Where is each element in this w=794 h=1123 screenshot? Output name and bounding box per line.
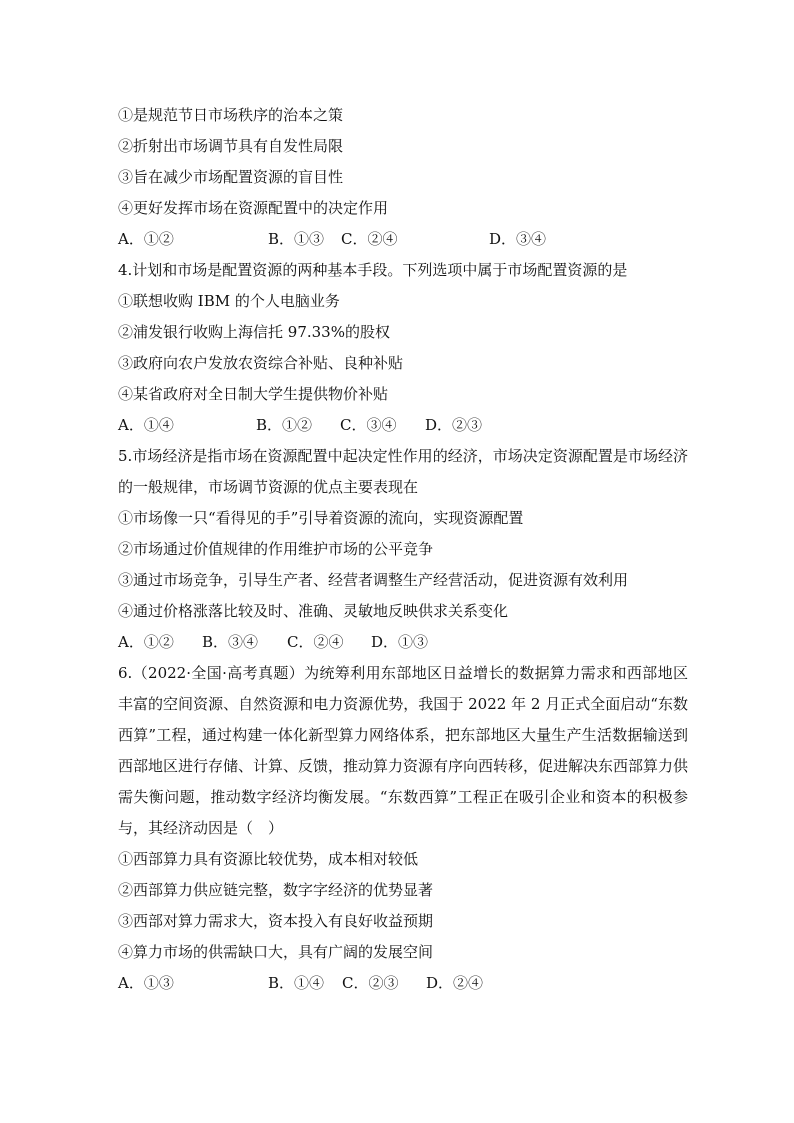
q6-options	[118, 968, 688, 999]
q5-option-a: A．①②	[118, 633, 174, 651]
q4-option-a: A．①④	[118, 416, 174, 434]
q3-item-3: ③旨在减少市场配置资源的盲目性	[118, 168, 344, 186]
q4-stem: 4.计划和市场是配置资源的两种基本手段。下列选项中属于市场配置资源的是	[118, 261, 628, 279]
question-3	[118, 100, 688, 255]
q5-item-2: ②市场通过价值规律的作用维护市场的公平竞争	[118, 540, 434, 558]
q4-option-c: C．③④	[340, 416, 397, 434]
q6-item-4: ④算力市场的供需缺口大，具有广阔的发展空间	[118, 943, 434, 961]
question-5	[118, 441, 688, 658]
q3-option-b: B．①③	[268, 230, 325, 248]
q6-option-d: D．②④	[426, 974, 484, 992]
q3-option-d: D．③④	[489, 230, 547, 248]
q3-options	[118, 224, 688, 255]
question-4	[118, 255, 688, 441]
q5-option-b: B．③④	[202, 633, 259, 651]
q3-option-c: C．②④	[341, 230, 398, 248]
q6-option-b: B．①④	[268, 974, 325, 992]
q6-item-3: ③西部对算力需求大，资本投入有良好收益预期	[118, 912, 434, 930]
q5-options	[118, 627, 688, 658]
q6-stem: 6.（2022·全国·高考真题）为统筹利用东部地区日益增长的数据算力需求和西部地区丰富的空间资源、自然资源和电力资源优势，我国于 2022 年 2 月正式全面启动“东数西算”工程，通过构建一体化新型算力网络体系，把东部地区大量生产生活数据输送到西部地区进行存储、计算、反馈，推动算力资源有序向西转移，促进解决东西部算力供需失衡问题，推动数字经济均衡发展。“东数西算”工程正在吸引企业和资本的积极参与，其经济动因是（ ）	[118, 664, 689, 837]
q4-item-3: ③政府向农户发放农资综合补贴、良种补贴	[118, 354, 404, 372]
q4-option-d: D．②③	[425, 416, 483, 434]
q5-item-3: ③通过市场竞争，引导生产者、经营者调整生产经营活动，促进资源有效利用	[118, 571, 629, 589]
q6-option-a: A．①③	[118, 974, 174, 992]
q3-item-4: ④更好发挥市场在资源配置中的决定作用	[118, 199, 389, 217]
question-content	[118, 100, 688, 999]
q4-option-b: B．①②	[256, 416, 313, 434]
q3-option-a: A．①②	[118, 230, 174, 248]
q5-item-1: ①市场像一只“看得见的手”引导着资源的流向，实现资源配置	[118, 509, 524, 527]
q4-item-2: ②浦发银行收购上海信托 97.33%的股权	[118, 323, 390, 341]
q6-item-2: ②西部算力供应链完整，数字字经济的优势显著	[118, 881, 434, 899]
q3-item-2: ②折射出市场调节具有自发性局限	[118, 137, 344, 155]
q5-option-d: D．①③	[371, 633, 429, 651]
q4-options	[118, 410, 688, 441]
q6-option-c: C．②③	[342, 974, 399, 992]
q6-item-1: ①西部算力具有资源比较优势，成本相对较低	[118, 850, 419, 868]
question-6	[118, 658, 688, 999]
q5-item-4: ④通过价格涨落比较及时、准确、灵敏地反映供求关系变化	[118, 602, 509, 620]
q4-item-4: ④某省政府对全日制大学生提供物价补贴	[118, 385, 389, 403]
q3-item-1: ①是规范节日市场秩序的治本之策	[118, 106, 344, 124]
q4-item-1: ①联想收购 IBM 的个人电脑业务	[118, 292, 340, 310]
q5-stem: 5.市场经济是指市场在资源配置中起决定性作用的经济，市场决定资源配置是市场经济的一般规律，市场调节资源的优点主要表现在	[118, 447, 688, 496]
q5-option-c: C．②④	[287, 633, 344, 651]
